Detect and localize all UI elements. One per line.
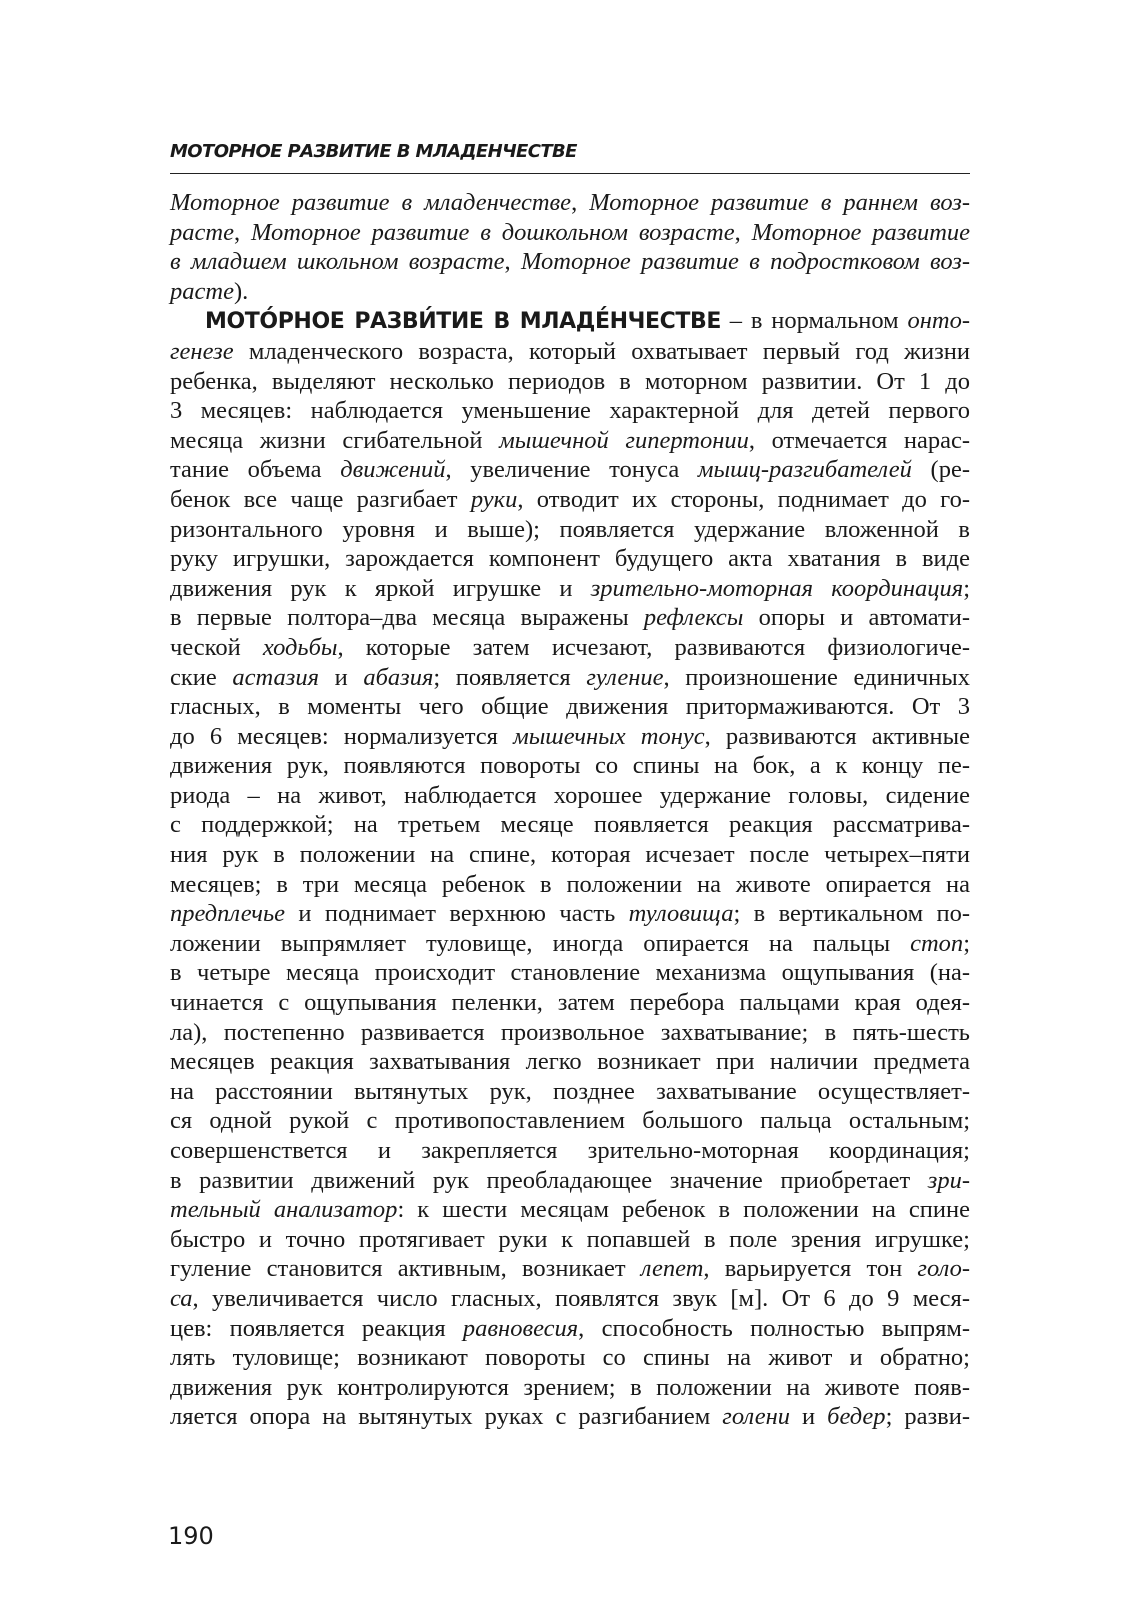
italic-term: мышц-разгибателей — [697, 456, 912, 484]
text-run: бенок все чаще разгибает — [170, 485, 471, 513]
text-run: в четыре месяца происходит становление механизма ощупывания (на- — [170, 959, 970, 987]
text-run: , варьируется тон — [703, 1255, 918, 1283]
text-run: тание объема — [170, 456, 341, 484]
text-line — [170, 1166, 970, 1196]
text-run: ; — [963, 574, 970, 602]
text-run: , — [233, 218, 251, 246]
text-line — [170, 574, 970, 604]
text-run: ; в вертикальном по- — [733, 900, 971, 928]
italic-term: абазия — [363, 663, 434, 691]
italic-term: предплечье — [170, 900, 285, 928]
text-run: риода – на живот, наблюдается хорошее удержание головы, сидение — [170, 781, 970, 809]
text-run: ляется опора на вытянутых руках с разгибанием — [170, 1403, 723, 1431]
italic-term: руки — [470, 485, 518, 513]
text-run: месяцев; в три месяца ребенок в положении на животе опирается на — [170, 870, 970, 898]
text-run: ; появляется — [433, 663, 587, 691]
italic-term: в младшем школьном возрасте — [170, 248, 505, 276]
text-line — [170, 899, 970, 929]
text-run: ла), постепенно развивается произвольное захватывание; в пять-шесть — [170, 1018, 970, 1046]
text-run: движения рук контролируются зрением; в положении на животе появ- — [170, 1373, 970, 1401]
text-line — [170, 218, 970, 248]
text-line — [170, 277, 970, 307]
text-line — [170, 722, 970, 752]
text-run: руку игрушки, зарождается компонент будущего акта хватания в виде — [170, 545, 970, 573]
text-run: цев: появляется реакция — [170, 1314, 463, 1342]
text-run: месяцев реакция захватывания легко возникает при наличии предмета — [170, 1048, 970, 1076]
text-line — [170, 840, 970, 870]
text-run: , — [571, 189, 590, 216]
text-run: месяца жизни сгибательной — [170, 426, 500, 454]
text-line — [170, 544, 970, 574]
text-run: , отводит их стороны, поднимает до го- — [517, 485, 970, 513]
running-head: МОТОРНОЕ РАЗВИТИЕ В МЛАДЕНЧЕСТВЕ — [170, 141, 577, 162]
italic-term: Моторное развитие в дошкольном возрасте — [250, 218, 735, 246]
text-run: быстро и точно протягивает руки к попавшей в поле зрения игрушке; — [170, 1225, 970, 1253]
text-run: , — [504, 248, 521, 276]
italic-term: голо- — [917, 1255, 970, 1283]
text-run: движения рук к яркой игрушке и — [170, 574, 591, 602]
text-line — [170, 188, 970, 218]
text-run: ; — [963, 929, 970, 957]
italic-term: Моторное развитие в подростковом воз- — [520, 248, 971, 276]
text-line — [170, 396, 970, 426]
text-line — [170, 1047, 970, 1077]
italic-term: равновесия — [462, 1314, 579, 1342]
text-line — [170, 515, 970, 545]
text-line — [170, 485, 970, 515]
text-run: гуление становится активным, возникает — [170, 1255, 641, 1283]
text-line — [170, 751, 970, 781]
italic-term: зри- — [927, 1166, 970, 1194]
page-number: 190 — [168, 1522, 214, 1550]
text-line — [170, 337, 970, 367]
italic-term: Моторное развитие — [751, 218, 971, 246]
text-run: ребенка, выделяют несколько периодов в моторном развитии. От 1 до — [170, 367, 970, 395]
text-run: (ре- — [911, 456, 970, 484]
text-run: , которые затем исчезают, развиваются физиологиче- — [337, 633, 971, 661]
text-run: ложении выпрямляет туловище, иногда опирается на пальцы — [170, 929, 911, 957]
text-line — [170, 1254, 970, 1284]
text-run: младенческого возраста, который охватывает первый год жизни — [233, 337, 970, 365]
italic-term: мышечных тонус — [513, 722, 705, 750]
text-run: , увеличивается число гласных, появлятся звук [м]. От 6 до 9 меся- — [192, 1284, 970, 1312]
text-line — [170, 929, 970, 959]
text-line — [170, 1225, 970, 1255]
text-line — [170, 247, 970, 277]
text-line — [170, 1314, 970, 1344]
text-line — [170, 1284, 970, 1314]
italic-term: ходьбы — [262, 633, 338, 661]
text-line — [170, 870, 970, 900]
text-run: движения рук, появляются повороты со спины на бок, а к концу пе- — [170, 752, 970, 780]
text-line — [170, 663, 970, 693]
page-body — [170, 188, 970, 1432]
text-run: ся одной рукой с противопоставлением большого пальца остальным; — [170, 1107, 970, 1135]
text-run: и поднимает верхнюю часть — [284, 900, 629, 928]
text-line — [170, 603, 970, 633]
text-run: на расстоянии вытянутых рук, позднее захватывание осуществляет- — [170, 1077, 970, 1105]
italic-term: онто- — [907, 307, 970, 335]
italic-term: астазия — [232, 663, 319, 691]
italic-term: гуление — [586, 663, 664, 691]
italic-term: расте — [170, 218, 234, 246]
text-run: ческой — [170, 633, 263, 661]
italic-term: стоп — [910, 929, 964, 957]
text-line — [170, 1136, 970, 1166]
italic-term: туловища — [628, 900, 734, 928]
text-run: ризонтального уровня и выше); появляется удержание вложенной в — [170, 515, 970, 543]
text-run: ния рук в положении на спине, которая исчезает после четырех–пяти — [170, 841, 970, 869]
text-run: гласных, в моменты чего общие движения притормаживаются. От 3 — [170, 693, 970, 721]
text-run: ; разви- — [885, 1403, 971, 1431]
text-line — [170, 1018, 970, 1048]
text-line — [170, 455, 970, 485]
text-line — [170, 692, 970, 722]
italic-term: движений — [340, 456, 446, 484]
dictionary-entry — [170, 306, 970, 1432]
text-run: ские — [170, 663, 233, 691]
text-run: и — [790, 1403, 828, 1431]
text-line — [170, 810, 970, 840]
italic-term: са — [170, 1284, 193, 1312]
header-rule — [170, 173, 970, 174]
text-line — [170, 367, 970, 397]
text-line — [170, 958, 970, 988]
text-run: и — [318, 663, 364, 691]
text-run: совершенствется и закрепляется зрительно-моторная координация; — [170, 1137, 970, 1164]
text-run: ). — [233, 277, 249, 305]
text-run: до 6 месяцев: нормализуется — [170, 722, 514, 750]
italic-term: Моторное развитие в младенчестве — [170, 189, 572, 216]
text-line — [170, 306, 970, 337]
text-run: чинается с ощупывания пеленки, затем перебора пальцами края одея- — [170, 989, 970, 1017]
text-line — [170, 633, 970, 663]
text-line — [170, 1343, 970, 1373]
text-run: опоры и автомати- — [743, 604, 970, 632]
text-run: : к шести месяцам ребенок в положении на спине — [397, 1196, 970, 1224]
text-line — [170, 1077, 970, 1107]
text-run: , отмечается нарас- — [748, 426, 971, 454]
text-line — [170, 1402, 970, 1432]
text-run: 3 месяцев: наблюдается уменьшение характерной для детей первого — [170, 397, 970, 425]
text-run: , — [734, 218, 752, 246]
text-run: в первые полтора–два месяца выражены — [170, 604, 644, 632]
text-run: , произношение единичных — [663, 663, 970, 691]
text-line — [170, 1373, 970, 1403]
italic-term: мышечной гипертонии — [499, 426, 749, 454]
cross-reference-paragraph — [170, 188, 970, 306]
text-run: , развиваются активные — [704, 722, 971, 750]
text-line — [170, 781, 970, 811]
italic-term: бедер — [827, 1403, 886, 1431]
text-line — [170, 988, 970, 1018]
entry-term: МОТО́РНОЕ РАЗВИ́ТИЕ В МЛАДЕ́НЧЕСТВЕ — [205, 309, 721, 335]
italic-term: лепет — [640, 1255, 704, 1283]
italic-term: Моторное развитие в раннем воз- — [589, 189, 970, 216]
italic-term: рефлексы — [643, 604, 744, 632]
italic-term: генезе — [170, 337, 234, 365]
text-run: в развитии движений рук преобладающее значение приобретает — [170, 1166, 928, 1194]
italic-term: зрительно-моторная координация — [590, 574, 964, 602]
text-run: , увеличение тонуса — [445, 456, 698, 484]
text-line — [170, 1195, 970, 1225]
text-run: – в нормальном — [720, 307, 908, 335]
text-line — [170, 426, 970, 456]
text-line — [170, 1106, 970, 1136]
italic-term: тельный анализатор — [170, 1196, 398, 1224]
text-run: , способность полностью выпрям- — [578, 1314, 971, 1342]
italic-term: голени — [722, 1403, 791, 1431]
italic-term: расте — [170, 277, 234, 305]
text-run: с поддержкой; на третьем месяце появляется реакция рассматрива- — [170, 811, 970, 839]
text-run: лять туловище; возникают повороты со спины на живот и обратно; — [170, 1344, 970, 1372]
